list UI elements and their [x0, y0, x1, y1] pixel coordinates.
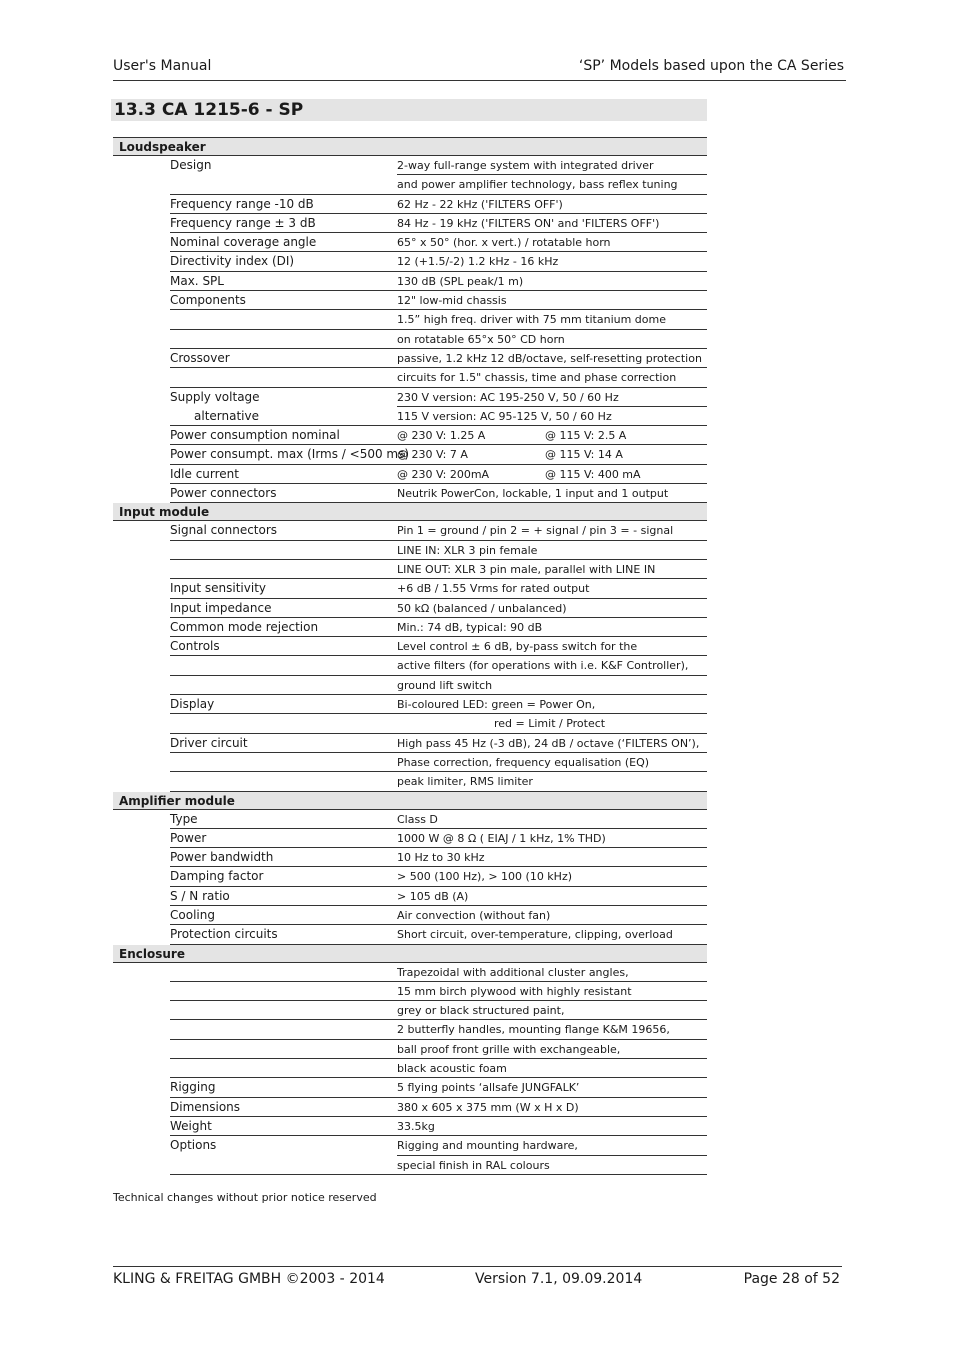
spec-value — [397, 291, 707, 310]
spec-value — [397, 1117, 707, 1136]
spec-row — [113, 388, 707, 407]
spec-value — [397, 676, 707, 695]
spec-value-text: Phase correction, frequency equalisation (EQ) — [397, 755, 650, 769]
spec-label — [170, 330, 397, 349]
spec-row — [113, 848, 707, 867]
spec-row — [113, 906, 707, 925]
group-header: Loudspeaker — [113, 138, 707, 156]
spec-value-text: special finish in RAL colours — [397, 1158, 550, 1172]
header-doc-title: User's Manual — [113, 58, 212, 74]
spec-value — [397, 521, 707, 540]
spec-value — [397, 407, 707, 426]
spec-label: Supply voltage — [170, 389, 260, 404]
spec-value — [397, 465, 707, 484]
group-header: Amplifier module — [113, 792, 707, 810]
spec-row — [113, 734, 707, 753]
spec-label: Damping factor — [170, 867, 397, 886]
spec-value-text: +6 dB / 1.55 Vrms for rated output — [397, 582, 590, 596]
spec-value — [397, 599, 707, 618]
spec-row — [113, 772, 707, 791]
spec-value-text: 50 kΩ (balanced / unbalanced) — [397, 601, 567, 615]
spec-label: Power connectors — [170, 484, 397, 503]
spec-value — [397, 963, 707, 982]
spec-row — [113, 810, 707, 829]
spec-label: Rigging — [170, 1078, 397, 1097]
footer-company: KLING & FREITAG GMBH ©2003 - 2014 — [113, 1271, 385, 1287]
spec-label: Crossover — [170, 349, 397, 368]
spec-label: Common mode rejection — [170, 618, 397, 637]
spec-label: Directivity index (DI) — [170, 252, 397, 271]
spec-value-text: 2 butterfly handles, mounting flange K&M 19656, — [397, 1023, 670, 1037]
spec-value — [397, 484, 707, 503]
spec-value — [397, 829, 707, 848]
spec-value — [397, 330, 707, 349]
spec-label: alternative — [170, 407, 397, 426]
spec-value-text: High pass 45 Hz (-3 dB), 24 dB / octave (‘FILTERS ON’), — [397, 736, 700, 750]
spec-row — [113, 925, 707, 944]
spec-row — [113, 1020, 707, 1039]
spec-label: S / N ratio — [170, 887, 397, 906]
spec-value-text: 62 Hz - 22 kHz ('FILTERS OFF') — [397, 197, 563, 211]
spec-row — [113, 465, 707, 484]
spec-row — [113, 368, 707, 387]
spec-value — [397, 695, 707, 714]
spec-value — [397, 445, 707, 464]
spec-row — [113, 195, 707, 214]
spec-row — [113, 637, 707, 656]
footer-version: Version 7.1, 09.09.2014 — [475, 1271, 643, 1287]
spec-row — [113, 618, 707, 637]
spec-row — [113, 1040, 707, 1059]
spec-value-text: 230 V version: AC 195-250 V, 50 / 60 Hz — [397, 390, 619, 404]
spec-row — [113, 272, 707, 291]
spec-value-text: @ 230 V: 1.25 A — [397, 429, 486, 443]
spec-label — [170, 963, 397, 982]
spec-value-text: 15 mm birch plywood with highly resistant — [397, 984, 632, 998]
spec-value — [397, 349, 707, 368]
spec-value — [397, 753, 707, 772]
spec-value-text: Pin 1 = ground / pin 2 = + signal / pin 3 = - signal — [397, 524, 674, 538]
spec-value-secondary: @ 115 V: 2.5 A — [545, 429, 627, 443]
spec-value-text: Air convection (without fan) — [397, 908, 551, 922]
disclaimer-note: Technical changes without prior notice reserved — [113, 1191, 377, 1204]
spec-value-text: Rigging and mounting hardware, — [397, 1139, 578, 1153]
spec-value-text: 380 x 605 x 375 mm (W x H x D) — [397, 1100, 579, 1114]
spec-label — [170, 982, 397, 1001]
spec-value — [397, 272, 707, 291]
spec-row — [113, 829, 707, 848]
spec-row — [113, 982, 707, 1001]
spec-row — [113, 599, 707, 618]
spec-label: Input sensitivity — [170, 579, 397, 598]
spec-label: Protection circuits — [170, 925, 397, 944]
spec-value-text: Neutrik PowerCon, lockable, 1 input and 1 output — [397, 487, 669, 501]
spec-value — [397, 714, 707, 733]
spec-row — [113, 1001, 707, 1020]
spec-row — [113, 521, 707, 540]
spec-value-text: 2-way full-range system with integrated driver — [397, 159, 654, 172]
spec-label — [170, 1059, 397, 1078]
spec-label — [170, 1156, 397, 1175]
spec-label — [170, 714, 397, 733]
section-title: 13.3 CA 1215-6 - SP — [111, 99, 707, 121]
spec-row — [113, 1078, 707, 1097]
spec-row — [113, 1136, 707, 1155]
spec-value — [397, 906, 707, 925]
spec-value — [397, 1136, 707, 1155]
spec-value-text: ball proof front grille with exchangeable, — [397, 1042, 621, 1056]
spec-value-text: 12 (+1.5/-2) 1.2 kHz - 16 kHz — [397, 255, 559, 269]
spec-row — [113, 541, 707, 560]
spec-value — [397, 368, 707, 387]
spec-row — [113, 330, 707, 349]
spec-row — [113, 579, 707, 598]
spec-value-text: LINE OUT: XLR 3 pin male, parallel with LINE IN — [397, 562, 656, 576]
page-header — [113, 56, 846, 81]
spec-value-text: 12" low-mid chassis — [397, 294, 507, 308]
spec-value — [397, 214, 707, 233]
spec-label: Display — [170, 695, 397, 714]
spec-value-text: passive, 1.2 kHz 12 dB/octave, self-resetting protection — [397, 351, 702, 365]
spec-value-text: Level control ± 6 dB, by-pass switch for the — [397, 640, 638, 654]
spec-row — [113, 214, 707, 233]
spec-value-text: > 500 (100 Hz), > 100 (10 kHz) — [397, 870, 573, 884]
spec-value — [397, 1001, 707, 1020]
spec-value — [397, 388, 707, 407]
spec-value-text: grey or black structured paint, — [397, 1004, 565, 1018]
footer-page-number: Page 28 of 52 — [743, 1271, 840, 1287]
spec-value-text: on rotatable 65°x 50° CD horn — [397, 332, 565, 346]
spec-value-text: 10 Hz to 30 kHz — [397, 851, 485, 865]
spec-value — [397, 925, 707, 944]
spec-row — [113, 1156, 707, 1175]
spec-value — [397, 1156, 707, 1175]
spec-label — [170, 772, 397, 791]
spec-value — [397, 233, 707, 252]
spec-value-text: Min.: 74 dB, typical: 90 dB — [397, 620, 543, 634]
spec-label: Weight — [170, 1117, 397, 1136]
spec-label: Controls — [170, 637, 397, 656]
spec-value — [397, 1040, 707, 1059]
spec-row — [113, 714, 707, 733]
spec-value — [397, 195, 707, 214]
spec-value — [397, 772, 707, 791]
spec-value — [397, 867, 707, 886]
spec-value-text: 33.5kg — [397, 1119, 435, 1133]
spec-value — [397, 1020, 707, 1039]
spec-value — [397, 252, 707, 271]
spec-row — [113, 233, 707, 252]
spec-label — [170, 1040, 397, 1059]
spec-label: Power consumpt. max (Irms / <500 ms) — [170, 445, 397, 464]
spec-value-secondary: @ 115 V: 14 A — [545, 448, 623, 462]
spec-label: Nominal coverage angle — [170, 233, 397, 252]
spec-label: Components — [170, 291, 397, 310]
spec-value — [397, 426, 707, 445]
spec-table — [113, 137, 707, 1175]
spec-value — [397, 637, 707, 656]
spec-label: Driver circuit — [170, 734, 397, 753]
spec-label: Cooling — [170, 906, 397, 925]
spec-value — [397, 1078, 707, 1097]
spec-label — [170, 560, 397, 579]
spec-value-secondary: @ 115 V: 400 mA — [545, 467, 641, 481]
spec-label — [170, 368, 397, 387]
spec-value-text: > 105 dB (A) — [397, 889, 469, 903]
spec-row — [113, 156, 707, 175]
spec-row — [113, 656, 707, 675]
spec-value-text: Bi-coloured LED: green = Power On, — [397, 698, 596, 712]
spec-label: Power — [170, 829, 397, 848]
spec-value-text: LINE IN: XLR 3 pin female — [397, 543, 538, 557]
spec-label: Idle current — [170, 465, 397, 484]
spec-value-text: peak limiter, RMS limiter — [397, 775, 533, 789]
spec-row — [113, 1059, 707, 1078]
spec-label: Type — [170, 810, 397, 829]
spec-label — [170, 541, 397, 560]
spec-value — [397, 560, 707, 579]
spec-label: Options — [170, 1138, 217, 1153]
spec-label: Power bandwidth — [170, 848, 397, 867]
spec-label: Design — [170, 158, 212, 172]
spec-value-text: 130 dB (SPL peak/1 m) — [397, 274, 524, 288]
spec-row — [113, 175, 707, 194]
spec-label: Max. SPL — [170, 272, 397, 291]
spec-label: Dimensions — [170, 1098, 397, 1117]
spec-row — [113, 867, 707, 886]
spec-row — [113, 349, 707, 368]
spec-label — [170, 1001, 397, 1020]
spec-value — [397, 156, 707, 175]
spec-value-text: 5 flying points ‘allsafe JUNGFALK’ — [397, 1081, 580, 1095]
spec-value-text: 65° x 50° (hor. x vert.) / rotatable horn — [397, 236, 611, 250]
spec-label: Frequency range -10 dB — [170, 195, 397, 214]
spec-value — [397, 579, 707, 598]
spec-value — [397, 656, 707, 675]
spec-value — [397, 848, 707, 867]
group-header: Enclosure — [113, 945, 707, 963]
spec-row — [113, 407, 707, 426]
spec-label: Power consumption nominal — [170, 426, 397, 445]
spec-value-text: and power amplifier technology, bass reflex tuning — [397, 178, 678, 192]
spec-value — [397, 982, 707, 1001]
spec-value-text: Trapezoidal with additional cluster angles, — [397, 965, 629, 979]
spec-label — [170, 1020, 397, 1039]
spec-value-text: Short circuit, over-temperature, clipping, overload — [397, 928, 673, 942]
spec-row — [113, 1098, 707, 1117]
spec-value — [397, 1059, 707, 1078]
spec-row — [113, 426, 707, 445]
spec-value-text: 1000 W @ 8 Ω ( EIAJ / 1 kHz, 1% THD) — [397, 831, 606, 845]
spec-label — [170, 676, 397, 695]
spec-value — [397, 734, 707, 753]
group-header: Input module — [113, 503, 707, 521]
spec-value — [397, 541, 707, 560]
spec-label: Frequency range ± 3 dB — [170, 214, 397, 233]
spec-label: Input impedance — [170, 599, 397, 618]
spec-value-text: 84 Hz - 19 kHz ('FILTERS ON' and 'FILTERS OFF') — [397, 216, 660, 230]
spec-row — [113, 291, 707, 310]
spec-row — [113, 753, 707, 772]
spec-value — [397, 887, 707, 906]
spec-value-text: Class D — [397, 812, 438, 826]
spec-row — [113, 1117, 707, 1136]
spec-label: Signal connectors — [170, 521, 397, 540]
header-series-title: ‘SP’ Models based upon the CA Series — [578, 58, 844, 74]
spec-row — [113, 484, 707, 503]
spec-value — [397, 310, 707, 329]
spec-value — [397, 810, 707, 829]
spec-label — [170, 175, 397, 194]
spec-value-text: 115 V version: AC 95-125 V, 50 / 60 Hz — [397, 409, 612, 423]
spec-value-text: ground lift switch — [397, 678, 493, 692]
spec-value-text: black acoustic foam — [397, 1062, 507, 1076]
spec-row — [113, 252, 707, 271]
spec-value-text: red = Limit / Protect — [494, 717, 606, 731]
spec-label — [170, 656, 397, 675]
spec-row — [113, 887, 707, 906]
spec-row — [113, 695, 707, 714]
spec-row — [113, 560, 707, 579]
spec-label — [170, 310, 397, 329]
spec-value-text: @ 230 V: 200mA — [397, 467, 490, 481]
spec-value-text: circuits for 1.5" chassis, time and phase correction — [397, 371, 677, 385]
spec-row — [113, 310, 707, 329]
spec-value — [397, 618, 707, 637]
spec-value — [397, 1098, 707, 1117]
spec-row — [113, 676, 707, 695]
spec-value — [397, 175, 707, 194]
spec-label — [170, 753, 397, 772]
spec-value-text: @ 230 V: 7 A — [397, 448, 468, 462]
page-footer — [113, 1266, 842, 1291]
spec-value-text: 1.5” high freq. driver with 75 mm titanium dome — [397, 313, 667, 327]
spec-value-text: active filters (for operations with i.e. K&F Controller), — [397, 659, 689, 673]
spec-row — [113, 445, 707, 464]
spec-row — [113, 963, 707, 982]
